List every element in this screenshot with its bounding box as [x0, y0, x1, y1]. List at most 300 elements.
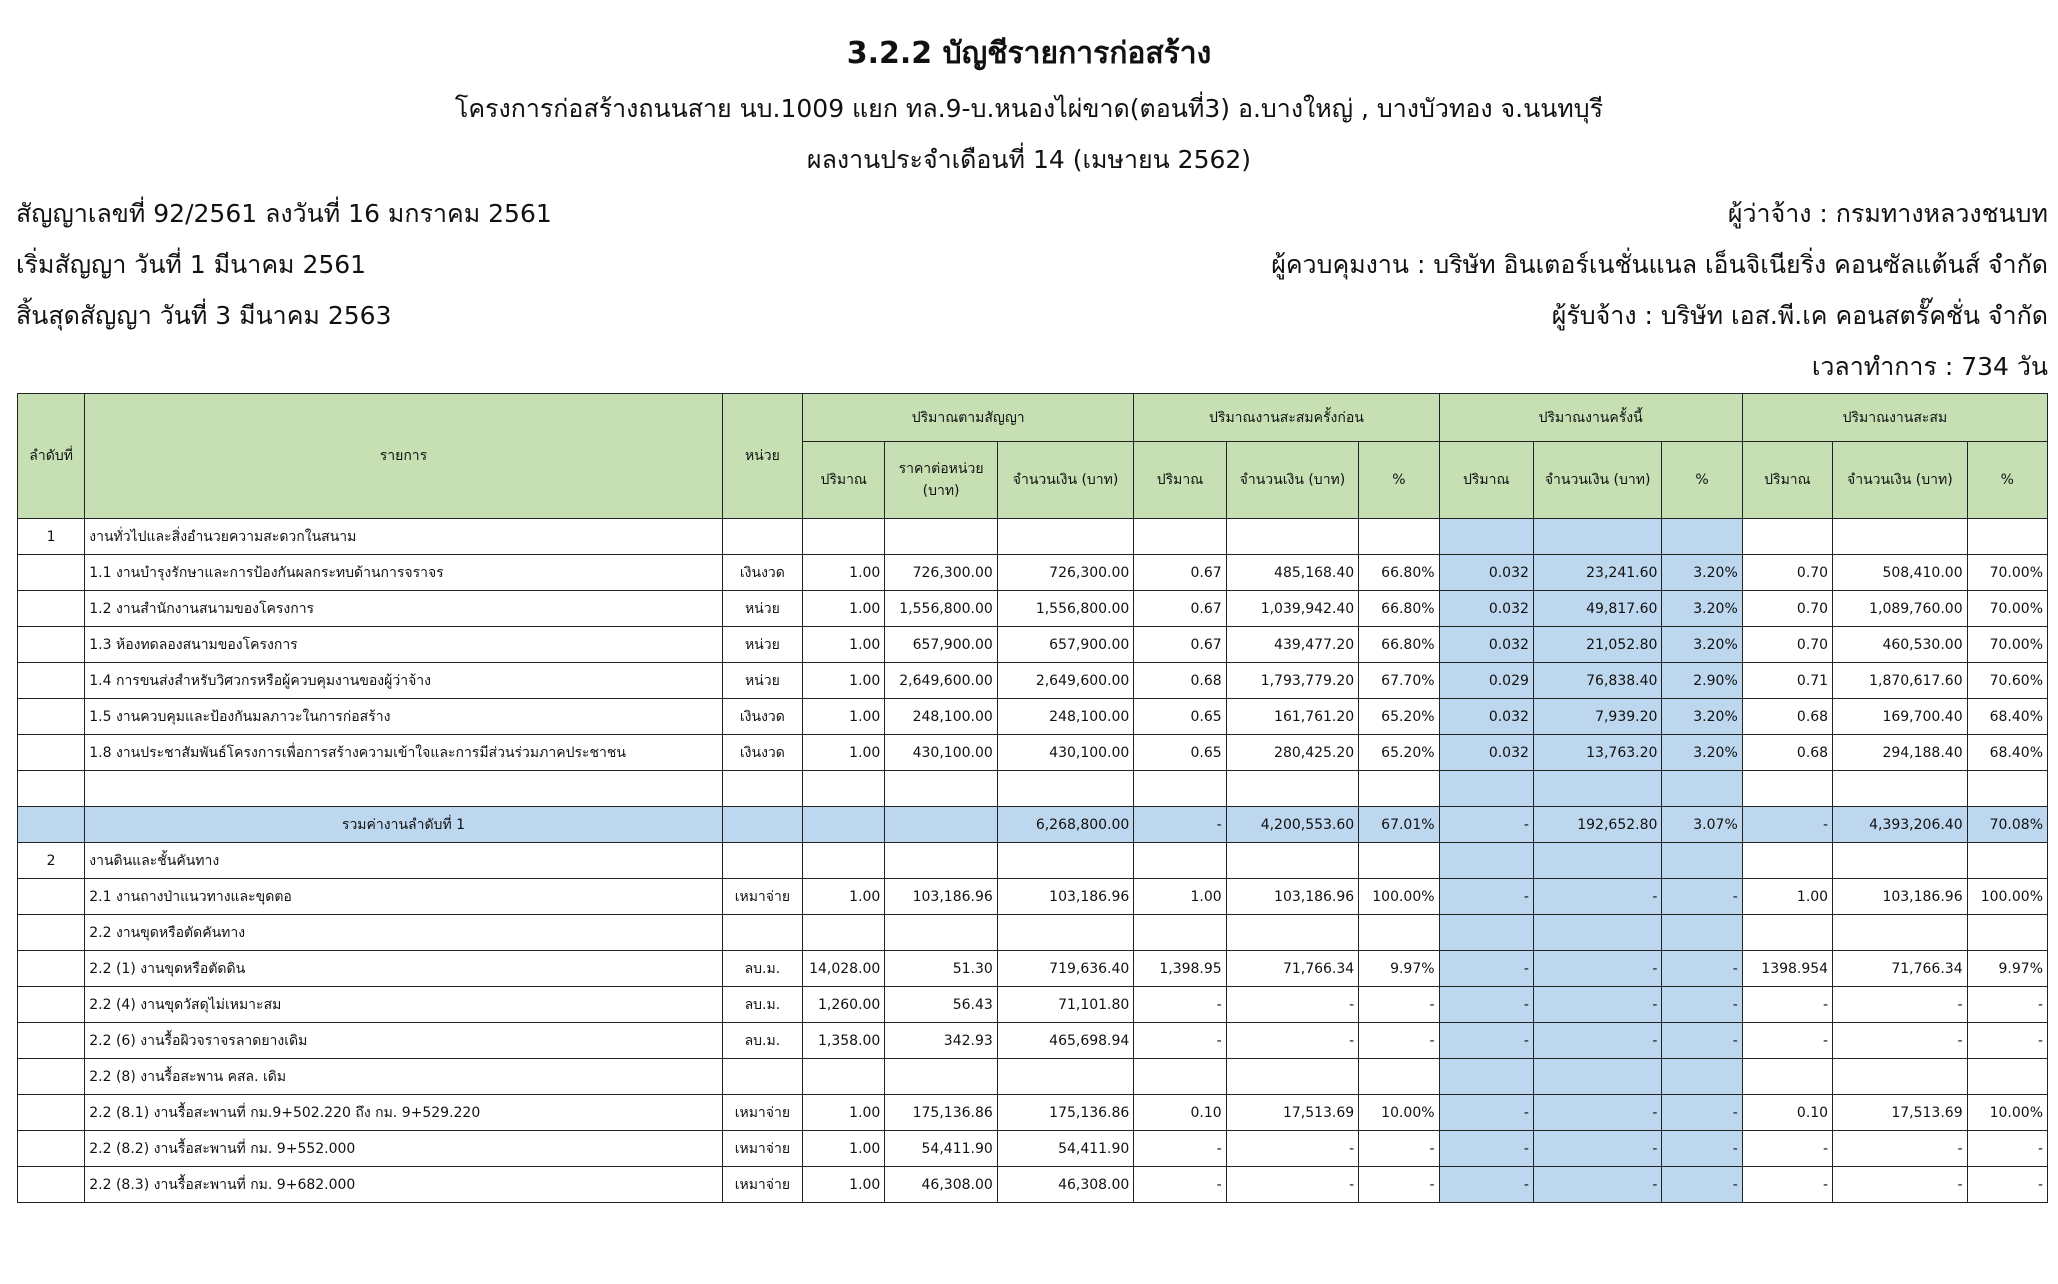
table-cell: 1.1 งานบำรุงรักษาและการป้องกันผลกระทบด้านการจราจร: [85, 555, 722, 591]
table-cell: 100.00%: [1967, 879, 2047, 915]
table-cell: 465,698.94: [997, 1023, 1134, 1059]
table-cell: 6,268,800.00: [997, 807, 1134, 843]
table-cell: 4,200,553.60: [1226, 807, 1359, 843]
table-cell: 2.2 (4) งานขุดวัสดุไม่เหมาะสม: [85, 987, 722, 1023]
table-cell: -: [1662, 1095, 1742, 1131]
table-cell: [803, 1059, 885, 1095]
table-cell: หน่วย: [722, 627, 802, 663]
table-cell: 0.65: [1134, 735, 1226, 771]
table-cell: [1967, 843, 2047, 879]
table-cell: 103,186.96: [1226, 879, 1359, 915]
table-cell: [1833, 771, 1968, 807]
table-cell: [1226, 771, 1359, 807]
header-seq: ลำดับที่: [18, 394, 85, 519]
table-cell: [1134, 843, 1226, 879]
table-cell: -: [1833, 1131, 1968, 1167]
table-cell: 294,188.40: [1833, 735, 1968, 771]
table-cell: 65.20%: [1359, 699, 1439, 735]
table-cell: [1533, 1059, 1662, 1095]
table-cell: งานทั่วไปและสิ่งอำนวยความสะดวกในสนาม: [85, 519, 722, 555]
table-cell: [18, 771, 85, 807]
table-cell: [885, 915, 997, 951]
table-cell: -: [1833, 987, 1968, 1023]
table-cell: 3.20%: [1662, 735, 1742, 771]
table-cell: 10.00%: [1359, 1095, 1439, 1131]
table-cell: 103,186.96: [1833, 879, 1968, 915]
table-cell: [1742, 519, 1832, 555]
contractor: ผู้รับจ้าง : บริษัท เอส.พี.เค คอนสตรั๊คชั่น จำกัด: [1551, 301, 2048, 330]
header-total-qty: ปริมาณ: [1742, 442, 1832, 519]
table-cell: [803, 519, 885, 555]
table-cell: [18, 735, 85, 771]
table-cell: 3.20%: [1662, 555, 1742, 591]
table-cell: 100.00%: [1359, 879, 1439, 915]
table-row: [18, 843, 2048, 879]
table-cell: -: [1226, 1131, 1359, 1167]
table-cell: 7,939.20: [1533, 699, 1662, 735]
table-cell: -: [1134, 1131, 1226, 1167]
table-cell: [18, 915, 85, 951]
table-cell: [1967, 915, 2047, 951]
table-row: [18, 1131, 2048, 1167]
header-contract-amount: จำนวนเงิน (บาท): [997, 442, 1134, 519]
table-cell: -: [1439, 1023, 1533, 1059]
table-row: [18, 1095, 2048, 1131]
table-cell: 17,513.69: [1226, 1095, 1359, 1131]
table-cell: 0.68: [1742, 699, 1832, 735]
table-cell: 23,241.60: [1533, 555, 1662, 591]
table-cell: 0.70: [1742, 627, 1832, 663]
table-cell: [1439, 843, 1533, 879]
table-cell: 66.80%: [1359, 627, 1439, 663]
table-cell: 1.00: [1742, 879, 1832, 915]
table-cell: [18, 591, 85, 627]
table-cell: [18, 951, 85, 987]
table-cell: 430,100.00: [997, 735, 1134, 771]
table-cell: 1,793,779.20: [1226, 663, 1359, 699]
table-cell: -: [1533, 987, 1662, 1023]
table-cell: 485,168.40: [1226, 555, 1359, 591]
table-cell: 49,817.60: [1533, 591, 1662, 627]
header-previous-qty: ปริมาณ: [1134, 442, 1226, 519]
table-cell: [803, 843, 885, 879]
table-cell: -: [1226, 1167, 1359, 1203]
table-cell: [885, 843, 997, 879]
table-cell: [1967, 519, 2047, 555]
table-cell: -: [1662, 879, 1742, 915]
table-cell: 4,393,206.40: [1833, 807, 1968, 843]
table-cell: 1.00: [1134, 879, 1226, 915]
table-cell: 2: [18, 843, 85, 879]
table-cell: 0.71: [1742, 663, 1832, 699]
table-cell: [1967, 1059, 2047, 1095]
header-current-group: ปริมาณงานครั้งนี้: [1439, 394, 1742, 442]
table-row: [18, 627, 2048, 663]
table-cell: 9.97%: [1359, 951, 1439, 987]
contract-number: สัญญาเลขที่ 92/2561 ลงวันที่ 16 มกราคม 2561: [16, 199, 552, 228]
table-cell: รวมค่างานลำดับที่ 1: [85, 807, 722, 843]
table-cell: [1359, 1059, 1439, 1095]
header-previous-group: ปริมาณงานสะสมครั้งก่อน: [1134, 394, 1439, 442]
table-cell: [803, 915, 885, 951]
work-duration: เวลาทำการ : 734 วัน: [1811, 352, 2048, 381]
table-cell: 1.3 ห้องทดลองสนามของโครงการ: [85, 627, 722, 663]
table-cell: 0.68: [1134, 663, 1226, 699]
table-cell: 68.40%: [1967, 699, 2047, 735]
table-cell: [1134, 1059, 1226, 1095]
table-cell: 66.80%: [1359, 555, 1439, 591]
table-cell: [18, 987, 85, 1023]
table-cell: [997, 519, 1134, 555]
table-cell: 0.65: [1134, 699, 1226, 735]
table-cell: [1359, 519, 1439, 555]
table-cell: 280,425.20: [1226, 735, 1359, 771]
table-cell: [722, 519, 802, 555]
table-cell: -: [1833, 1167, 1968, 1203]
table-cell: 51.30: [885, 951, 997, 987]
table-cell: -: [1134, 807, 1226, 843]
header-contract-qty: ปริมาณ: [803, 442, 885, 519]
table-cell: หน่วย: [722, 663, 802, 699]
header-current-amount: จำนวนเงิน (บาท): [1533, 442, 1662, 519]
table-cell: 1.00: [803, 591, 885, 627]
table-cell: [1533, 519, 1662, 555]
table-cell: 2.2 (1) งานขุดหรือตัดดิน: [85, 951, 722, 987]
header-previous-percent: %: [1359, 442, 1439, 519]
table-cell: 70.60%: [1967, 663, 2047, 699]
header-total-percent: %: [1967, 442, 2047, 519]
table-cell: [722, 843, 802, 879]
table-cell: 1,556,800.00: [885, 591, 997, 627]
table-cell: 0.67: [1134, 591, 1226, 627]
table-cell: [1833, 843, 1968, 879]
table-row: [18, 555, 2048, 591]
table-cell: 46,308.00: [885, 1167, 997, 1203]
table-cell: [18, 1131, 85, 1167]
table-cell: [1134, 519, 1226, 555]
table-cell: 657,900.00: [885, 627, 997, 663]
table-cell: [997, 843, 1134, 879]
table-cell: -: [1533, 879, 1662, 915]
table-cell: [18, 555, 85, 591]
employer: ผู้ว่าจ้าง : กรมทางหลวงชนบท: [1727, 199, 2048, 228]
table-cell: [1359, 915, 1439, 951]
table-cell: 1,358.00: [803, 1023, 885, 1059]
table-row: [18, 519, 2048, 555]
table-cell: [1134, 915, 1226, 951]
table-cell: -: [1742, 1131, 1832, 1167]
table-cell: 3.20%: [1662, 627, 1742, 663]
table-cell: 0.10: [1134, 1095, 1226, 1131]
table-cell: [1967, 771, 2047, 807]
table-cell: [1662, 843, 1742, 879]
table-cell: 169,700.40: [1833, 699, 1968, 735]
table-cell: [885, 519, 997, 555]
table-cell: [18, 663, 85, 699]
table-cell: 248,100.00: [885, 699, 997, 735]
table-cell: -: [1439, 951, 1533, 987]
table-cell: งานดินและชั้นคันทาง: [85, 843, 722, 879]
table-cell: 248,100.00: [997, 699, 1134, 735]
table-cell: -: [1439, 1167, 1533, 1203]
table-cell: 439,477.20: [1226, 627, 1359, 663]
table-cell: เหมาจ่าย: [722, 1131, 802, 1167]
table-cell: [1742, 915, 1832, 951]
table-cell: 76,838.40: [1533, 663, 1662, 699]
table-cell: [997, 1059, 1134, 1095]
table-cell: 1,398.95: [1134, 951, 1226, 987]
report-period: ผลงานประจำเดือนที่ 14 (เมษายน 2562): [806, 145, 1252, 174]
table-cell: 1,039,942.40: [1226, 591, 1359, 627]
table-cell: -: [1742, 807, 1832, 843]
summary-row: [18, 807, 2048, 843]
table-cell: [1662, 519, 1742, 555]
table-cell: 3.20%: [1662, 591, 1742, 627]
table-cell: เงินงวด: [722, 699, 802, 735]
table-cell: 175,136.86: [885, 1095, 997, 1131]
table-cell: 70.00%: [1967, 591, 2047, 627]
table-cell: 68.40%: [1967, 735, 2047, 771]
header-current-percent: %: [1662, 442, 1742, 519]
table-cell: 2.2 งานขุดหรือตัดคันทาง: [85, 915, 722, 951]
table-cell: 1.00: [803, 627, 885, 663]
table-cell: 67.70%: [1359, 663, 1439, 699]
table-cell: 726,300.00: [885, 555, 997, 591]
table-cell: เหมาจ่าย: [722, 879, 802, 915]
table-cell: -: [1742, 1167, 1832, 1203]
table-cell: -: [1662, 1167, 1742, 1203]
table-cell: 0.68: [1742, 735, 1832, 771]
table-cell: [1662, 771, 1742, 807]
table-cell: -: [1742, 987, 1832, 1023]
table-cell: -: [1967, 987, 2047, 1023]
table-cell: [803, 771, 885, 807]
table-cell: 70.00%: [1967, 627, 2047, 663]
table-cell: 657,900.00: [997, 627, 1134, 663]
table-cell: 17,513.69: [1833, 1095, 1968, 1131]
table-cell: -: [1359, 1167, 1439, 1203]
table-cell: 1.00: [803, 735, 885, 771]
table-cell: -: [1533, 1023, 1662, 1059]
table-cell: 508,410.00: [1833, 555, 1968, 591]
table-cell: 460,530.00: [1833, 627, 1968, 663]
table-cell: 13,763.20: [1533, 735, 1662, 771]
table-cell: -: [1439, 987, 1533, 1023]
table-cell: 1,089,760.00: [1833, 591, 1968, 627]
table-cell: [18, 1095, 85, 1131]
table-cell: [1439, 771, 1533, 807]
table-cell: [722, 807, 802, 843]
table-cell: 70.00%: [1967, 555, 2047, 591]
table-cell: -: [1439, 807, 1533, 843]
table-row: [18, 663, 2048, 699]
table-cell: 2.2 (8.2) งานรื้อสะพานที่ กม. 9+552.000: [85, 1131, 722, 1167]
table-cell: -: [1967, 1023, 2047, 1059]
table-cell: [18, 1023, 85, 1059]
table-cell: 1.00: [803, 1095, 885, 1131]
table-cell: ลบ.ม.: [722, 987, 802, 1023]
table-cell: [1742, 843, 1832, 879]
table-cell: -: [1833, 1023, 1968, 1059]
table-cell: 1.00: [803, 879, 885, 915]
table-cell: 0.032: [1439, 627, 1533, 663]
table-cell: -: [1967, 1131, 2047, 1167]
table-row: [18, 915, 2048, 951]
table-cell: 1.00: [803, 1131, 885, 1167]
header-unit: หน่วย: [722, 394, 802, 519]
table-cell: [85, 771, 722, 807]
table-cell: 430,100.00: [885, 735, 997, 771]
table-cell: 175,136.86: [997, 1095, 1134, 1131]
table-cell: -: [1662, 951, 1742, 987]
header-total-amount: จำนวนเงิน (บาท): [1833, 442, 1968, 519]
table-cell: 1.00: [803, 663, 885, 699]
header-item: รายการ: [85, 394, 722, 519]
table-cell: -: [1662, 1131, 1742, 1167]
table-cell: 9.97%: [1967, 951, 2047, 987]
table-cell: 70.08%: [1967, 807, 2047, 843]
table-cell: 1,870,617.60: [1833, 663, 1968, 699]
table-cell: เหมาจ่าย: [722, 1167, 802, 1203]
table-cell: 1.00: [803, 555, 885, 591]
table-cell: 342.93: [885, 1023, 997, 1059]
table-cell: 0.70: [1742, 591, 1832, 627]
project-name: โครงการก่อสร้างถนนสาย นบ.1009 แยก ทล.9-บ.หนองไผ่ขาด(ตอนที่3) อ.บางใหญ่ , บางบัวทอง จ.นนทบุรี: [454, 94, 1604, 123]
table-cell: 103,186.96: [885, 879, 997, 915]
table-cell: [1742, 1059, 1832, 1095]
table-cell: -: [1742, 1023, 1832, 1059]
table-cell: เงินงวด: [722, 735, 802, 771]
supervisor: ผู้ควบคุมงาน : บริษัท อินเตอร์เนชั่นแนล เอ็นจิเนียริ่ง คอนซัลแต้นส์ จำกัด: [1271, 250, 2048, 279]
table-cell: 2,649,600.00: [997, 663, 1134, 699]
table-cell: 0.032: [1439, 555, 1533, 591]
table-cell: -: [1359, 987, 1439, 1023]
table-cell: -: [1134, 1167, 1226, 1203]
table-cell: [885, 807, 997, 843]
table-cell: 65.20%: [1359, 735, 1439, 771]
table-cell: 2.90%: [1662, 663, 1742, 699]
table-cell: [1359, 771, 1439, 807]
table-cell: [722, 1059, 802, 1095]
table-cell: 2.2 (8) งานรื้อสะพาน คสล. เดิม: [85, 1059, 722, 1095]
table-cell: -: [1533, 951, 1662, 987]
table-cell: -: [1662, 1023, 1742, 1059]
table-cell: -: [1134, 987, 1226, 1023]
table-cell: -: [1533, 1131, 1662, 1167]
table-cell: 1: [18, 519, 85, 555]
contract-end: สิ้นสุดสัญญา วันที่ 3 มีนาคม 2563: [16, 301, 392, 330]
table-cell: 0.032: [1439, 591, 1533, 627]
table-cell: [1439, 519, 1533, 555]
header-unit-price: ราคาต่อหน่วย (บาท): [885, 442, 997, 519]
table-cell: [885, 771, 997, 807]
table-cell: 67.01%: [1359, 807, 1439, 843]
header-previous-amount: จำนวนเงิน (บาท): [1226, 442, 1359, 519]
table-cell: ลบ.ม.: [722, 951, 802, 987]
table-cell: [885, 1059, 997, 1095]
table-cell: -: [1359, 1023, 1439, 1059]
table-cell: [997, 771, 1134, 807]
table-cell: [722, 915, 802, 951]
table-cell: [18, 1167, 85, 1203]
table-cell: [1533, 915, 1662, 951]
table-cell: 10.00%: [1967, 1095, 2047, 1131]
table-cell: 2.2 (8.3) งานรื้อสะพานที่ กม. 9+682.000: [85, 1167, 722, 1203]
contract-start: เริ่มสัญญา วันที่ 1 มีนาคม 2561: [16, 250, 367, 279]
table-cell: [18, 1059, 85, 1095]
table-cell: -: [1439, 1095, 1533, 1131]
table-cell: 2,649,600.00: [885, 663, 997, 699]
table-cell: 103,186.96: [997, 879, 1134, 915]
table-cell: 21,052.80: [1533, 627, 1662, 663]
table-cell: 3.20%: [1662, 699, 1742, 735]
table-cell: [1134, 771, 1226, 807]
table-cell: 1.4 การขนส่งสำหรับวิศวกรหรือผู้ควบคุมงานของผู้ว่าจ้าง: [85, 663, 722, 699]
table-cell: 54,411.90: [885, 1131, 997, 1167]
table-cell: [18, 627, 85, 663]
table-cell: -: [1967, 1167, 2047, 1203]
table-cell: 14,028.00: [803, 951, 885, 987]
table-cell: 3.07%: [1662, 807, 1742, 843]
table-cell: 0.67: [1134, 627, 1226, 663]
table-cell: 1.5 งานควบคุมและป้องกันมลภาวะในการก่อสร้าง: [85, 699, 722, 735]
table-cell: [1439, 1059, 1533, 1095]
table-row: [18, 699, 2048, 735]
table-cell: 1.2 งานสำนักงานสนามของโครงการ: [85, 591, 722, 627]
table-cell: 2.1 งานถางป่าแนวทางและขุดตอ: [85, 879, 722, 915]
table-cell: 192,652.80: [1533, 807, 1662, 843]
table-cell: 161,761.20: [1226, 699, 1359, 735]
header-contract-group: ปริมาณตามสัญญา: [803, 394, 1134, 442]
table-cell: 0.67: [1134, 555, 1226, 591]
table-cell: -: [1533, 1095, 1662, 1131]
table-cell: 1,556,800.00: [997, 591, 1134, 627]
table-cell: ลบ.ม.: [722, 1023, 802, 1059]
table-row: [18, 951, 2048, 987]
table-cell: [1742, 771, 1832, 807]
table-cell: [1226, 1059, 1359, 1095]
table-cell: 66.80%: [1359, 591, 1439, 627]
table-row: [18, 771, 2048, 807]
table-cell: -: [1359, 1131, 1439, 1167]
table-cell: 0.032: [1439, 699, 1533, 735]
table-cell: 726,300.00: [997, 555, 1134, 591]
table-cell: -: [1134, 1023, 1226, 1059]
table-cell: 1.00: [803, 699, 885, 735]
report-title: 3.2.2 บัญชีรายการก่อสร้าง: [846, 36, 1212, 71]
table-cell: [1533, 771, 1662, 807]
table-cell: 0.70: [1742, 555, 1832, 591]
table-cell: 0.029: [1439, 663, 1533, 699]
table-cell: [1359, 843, 1439, 879]
table-cell: [18, 807, 85, 843]
table-cell: [1439, 915, 1533, 951]
bill-of-quantities-table: [17, 393, 2048, 1203]
table-cell: 71,766.34: [1833, 951, 1968, 987]
header-total-group: ปริมาณงานสะสม: [1742, 394, 2047, 442]
table-cell: [1662, 1059, 1742, 1095]
table-cell: 2.2 (6) งานรื้อผิวจราจรลาดยางเดิม: [85, 1023, 722, 1059]
table-cell: [1226, 915, 1359, 951]
table-cell: -: [1439, 879, 1533, 915]
table-cell: 46,308.00: [997, 1167, 1134, 1203]
table-cell: เหมาจ่าย: [722, 1095, 802, 1131]
table-cell: 1.8 งานประชาสัมพันธ์โครงการเพื่อการสร้างความเข้าใจและการมีส่วนร่วมภาคประชาชน: [85, 735, 722, 771]
table-cell: -: [1226, 987, 1359, 1023]
table-cell: 0.10: [1742, 1095, 1832, 1131]
table-cell: -: [1533, 1167, 1662, 1203]
table-row: [18, 1059, 2048, 1095]
